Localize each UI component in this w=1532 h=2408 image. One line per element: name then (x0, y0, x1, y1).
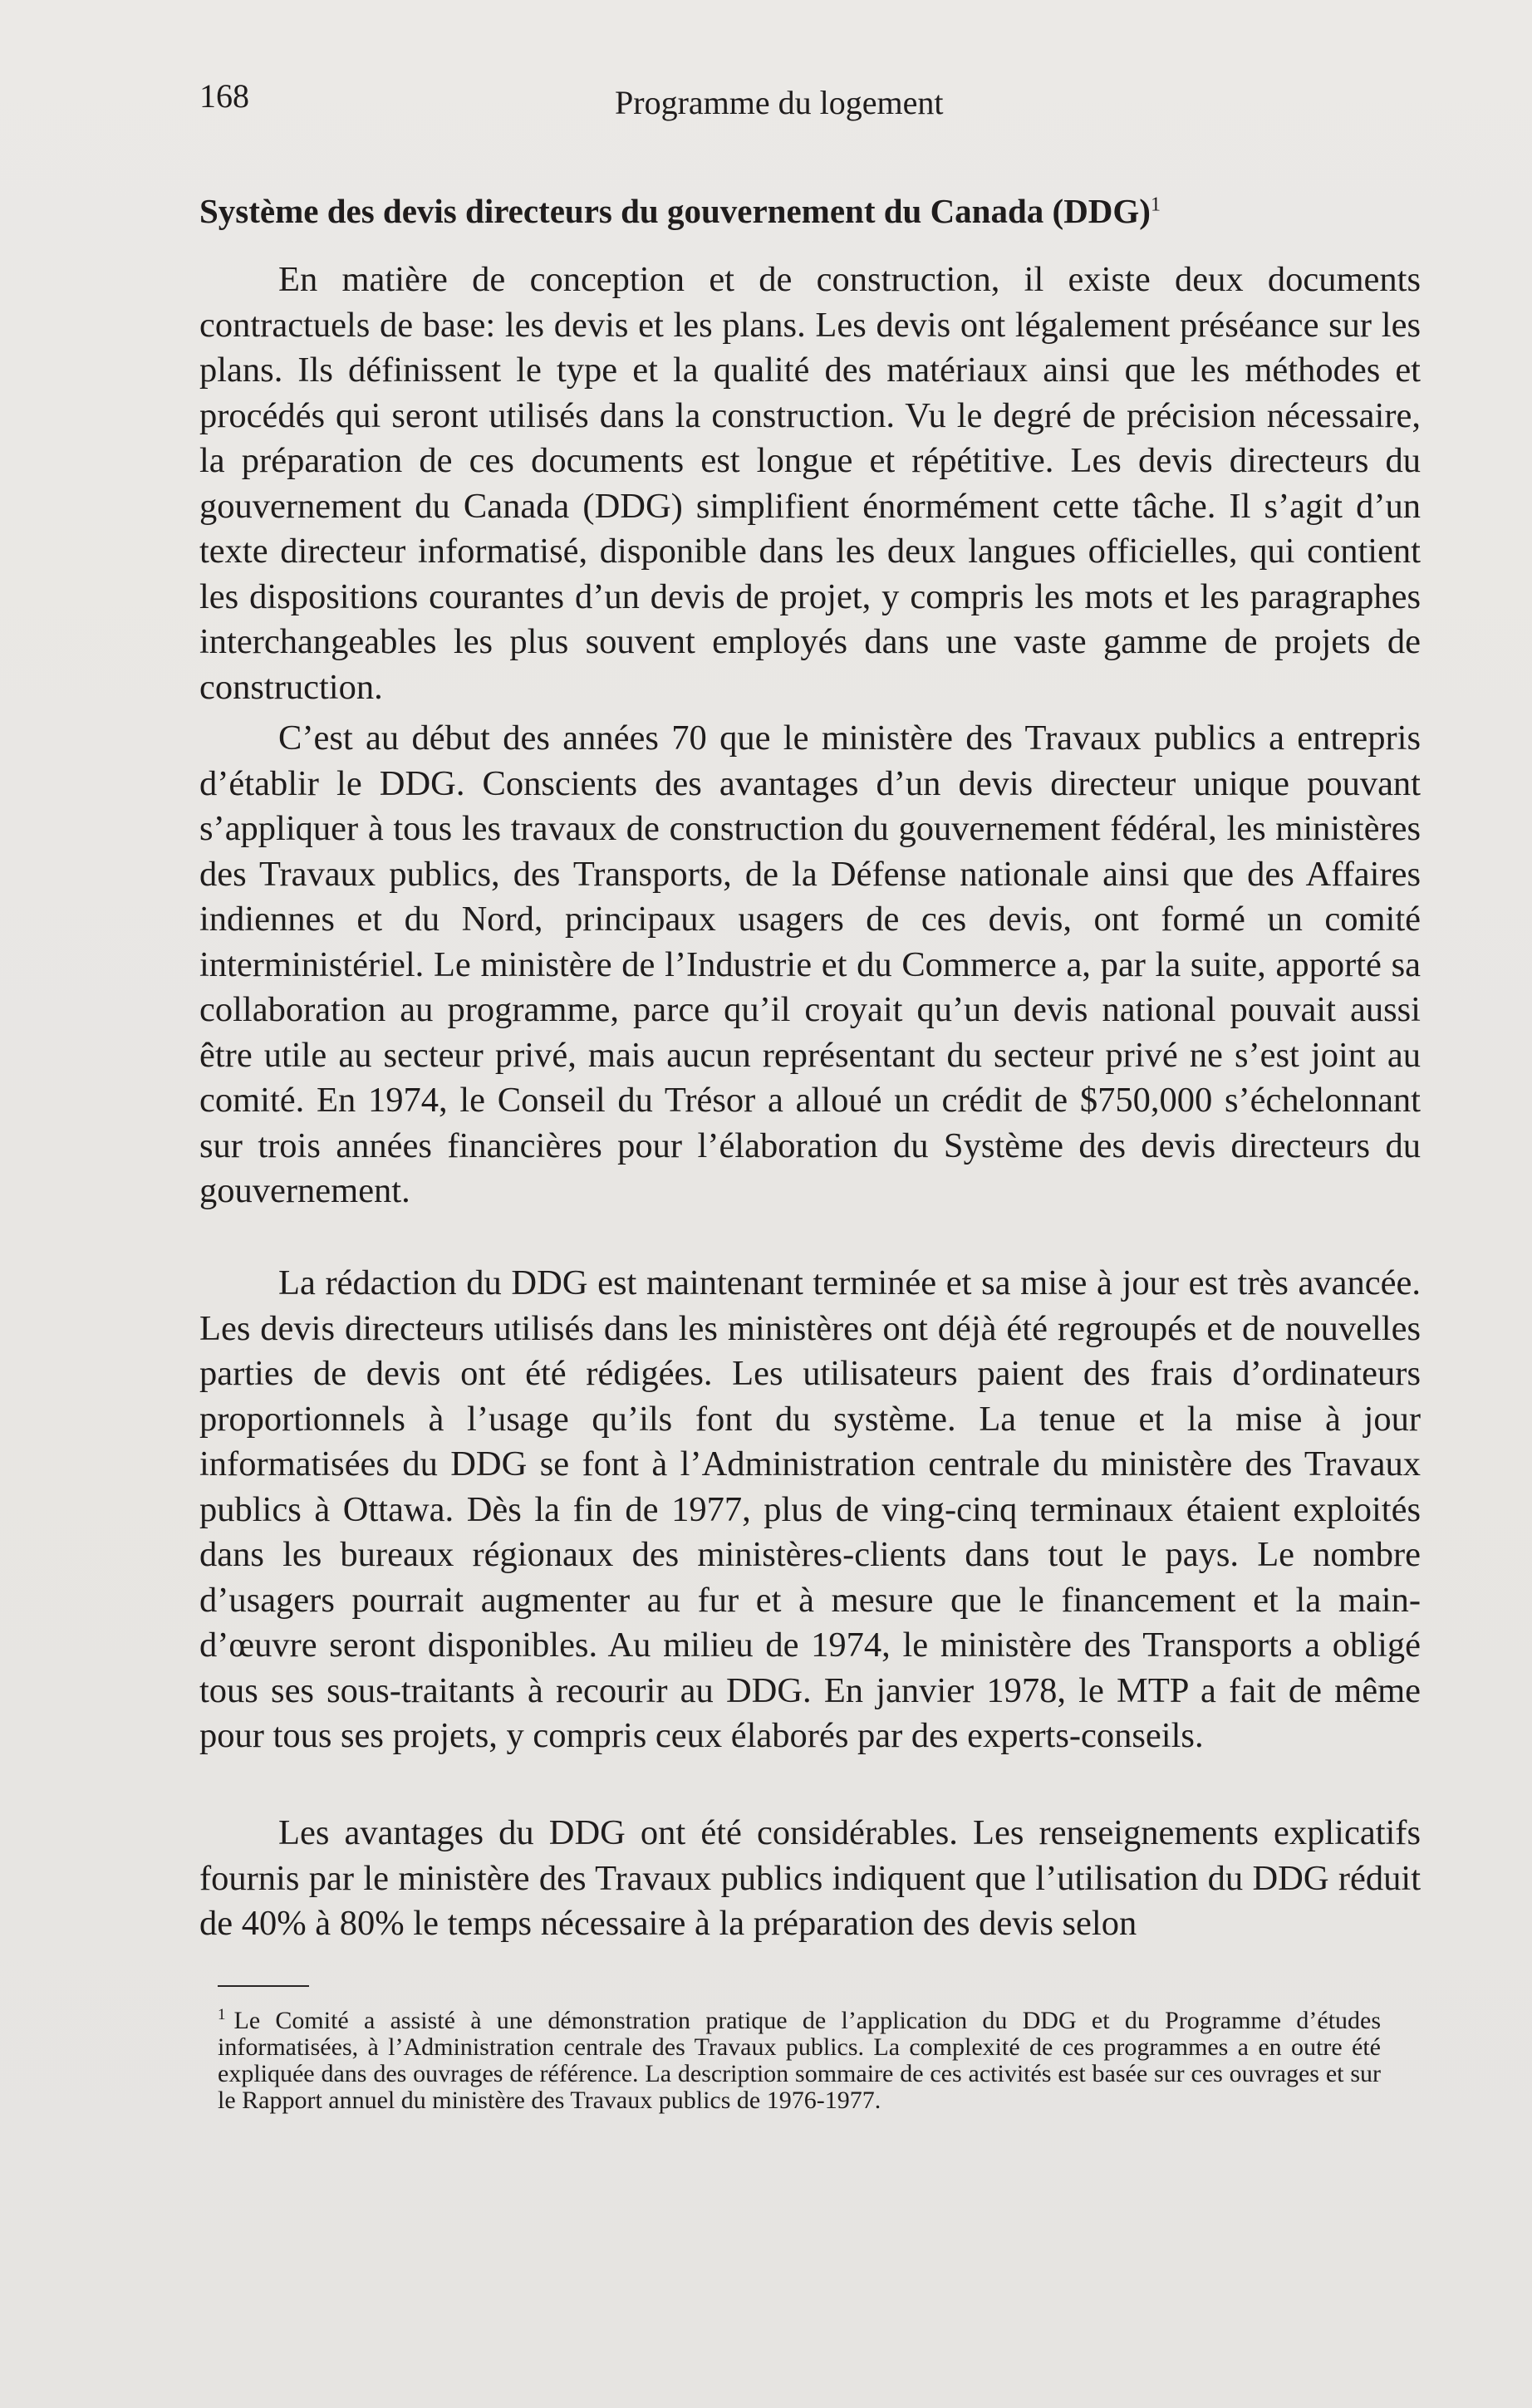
footnote (218, 2002, 1381, 2114)
footnote-text: Le Comité a assisté à une démonstration pratique de l’application du DDG et du Programme d’études informatisées, à l’Administration centrale des Travaux publics. La complexité de ces programmes a en outre été expliquée dans des ouvrages de référence. La description sommaire de ces activités est basée sur ces ouvrages et sur le Rapport annuel du ministère des Travaux publics de 1976-1977. (218, 2007, 1381, 2114)
paragraph-2: C’est au début des années 70 que le ministère des Travaux publics a entrepris d’établir le DDG. Conscients des avantages d’un devis directeur unique pouvant s’appliquer à tous les travaux de construction du gouvernement fédéral, les ministères des Travaux publics, des Transports, de la Défense nationale ainsi que des Affaires indiennes et du Nord, principaux usagers de ces devis, ont formé un comité interministériel. Le ministère de l’Industrie et du Commerce a, par la suite, apporté sa collaboration au programme, parce qu’il croyait qu’un devis national pouvait aussi être utile au secteur privé, mais aucun représentant du secteur privé ne s’est joint au comité. En 1974, le Conseil du Trésor a alloué un crédit de $750,000 s’échelonnant sur trois années financières pour l’élaboration du Système des devis directeurs du gouvernement. (199, 718, 1421, 1210)
footnote-divider (218, 1985, 309, 1987)
footnote-marker: 1 (218, 2006, 226, 2023)
running-head: Programme du logement (615, 84, 944, 121)
section-title (199, 191, 1161, 231)
footnote-reference: 1 (1150, 194, 1161, 216)
section-title-text: Système des devis directeurs du gouvernement du Canada (DDG) (199, 192, 1151, 230)
paragraph-4: Les avantages du DDG ont été considérables. Les renseignements explicatifs fournis par le ministère des Travaux publics indiquent que l’utilisation du DDG réduit de 40% à 80% le temps nécessaire à la préparation des devis selon (199, 1813, 1421, 1943)
paragraph-1: En matière de conception et de construction, il existe deux documents contractuels de base: les devis et les plans. Les devis ont légalement préséance sur les plans. Ils définissent le type et la qualité des matériaux ainsi que les méthodes et procédés qui seront utilisés dans la construction. Vu le degré de précision nécessaire, la préparation de ces documents est longue et répétitive. Les devis directeurs du gouvernement du Canada (DDG) simplifient énormément cette tâche. Il s’agit d’un texte directeur informatisé, disponible dans les deux langues officielles, qui contient les dispositions courantes d’un devis de projet, y compris les mots et les paragraphes interchangeables les plus souvent employés dans une vaste gamme de projets de construction. (199, 260, 1421, 707)
page-number: 168 (199, 77, 249, 115)
paragraph-3: La rédaction du DDG est maintenant terminée et sa mise à jour est très avancée. Les devis directeurs utilisés dans les ministères ont déjà été regroupés et de nouvelles parties de devis ont été rédigées. Les utilisateurs paient des frais d’ordinateurs proportionnels à l’usage qu’ils font du système. La tenue et la mise à jour informatisées du DDG se font à l’Administration centrale du ministère des Travaux publics à Ottawa. Dès la fin de 1977, plus de ving-cinq terminaux étaient exploités dans les bureaux régionaux des ministères-clients dans tout le pays. Le nombre d’usagers pourrait augmenter au fur et à mesure que le financement et la main-d’œuvre seront disponibles. Au milieu de 1974, le ministère des Transports a obligé tous ses sous-traitants à recourir au DDG. En janvier 1978, le MTP a fait de même pour tous ses projets, y compris ceux élaborés par des experts-conseils. (199, 1263, 1421, 1755)
